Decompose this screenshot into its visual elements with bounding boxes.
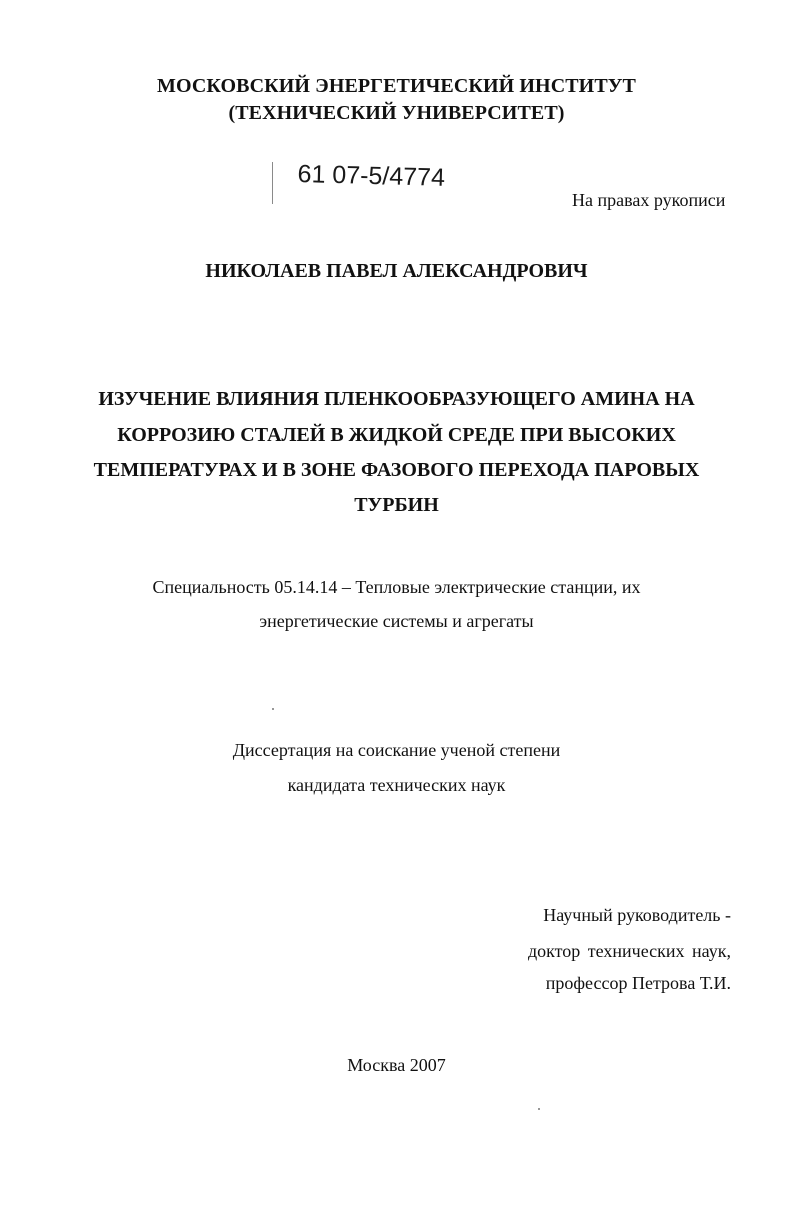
thesis-title-line: КОРРОЗИЮ СТАЛЕЙ В ЖИДКОЙ СРЕДЕ ПРИ ВЫСОКИХ <box>117 424 676 446</box>
institution-subtitle: (ТЕХНИЧЕСКИЙ УНИВЕРСИТЕТ) <box>228 102 565 124</box>
thesis-title-line: ТУРБИН <box>354 494 439 516</box>
dissertation-degree-line: кандидата технических наук <box>287 775 506 795</box>
scan-speck <box>272 708 274 710</box>
city-year: Москва 2007 <box>347 1055 446 1075</box>
specialty-line: Специальность 05.14.14 – Тепловые электрические станции, их <box>152 577 641 597</box>
supervisor-degree: доктор технических наук, <box>528 941 731 961</box>
dissertation-degree-line: Диссертация на соискание ученой степени <box>232 740 561 760</box>
supervisor-name: профессор Петрова Т.И. <box>545 973 731 993</box>
author-name: НИКОЛАЕВ ПАВЕЛ АЛЕКСАНДРОВИЧ <box>205 260 588 282</box>
thesis-title-line: ТЕМПЕРАТУРАХ И В ЗОНЕ ФАЗОВОГО ПЕРЕХОДА ПАРОВЫХ <box>93 459 700 481</box>
catalog-number-stamp: 61 07-5/4774 <box>297 160 446 192</box>
scan-speck <box>538 1108 540 1110</box>
stamp-mark <box>272 162 273 204</box>
supervisor-label: Научный руководитель - <box>543 905 731 925</box>
manuscript-note: На правах рукописи <box>572 190 726 210</box>
specialty-line: энергетические системы и агрегаты <box>259 611 534 631</box>
thesis-title-line: ИЗУЧЕНИЕ ВЛИЯНИЯ ПЛЕНКООБРАЗУЮЩЕГО АМИНА НА <box>98 388 695 410</box>
institution-name: МОСКОВСКИЙ ЭНЕРГЕТИЧЕСКИЙ ИНСТИТУТ <box>156 75 636 97</box>
